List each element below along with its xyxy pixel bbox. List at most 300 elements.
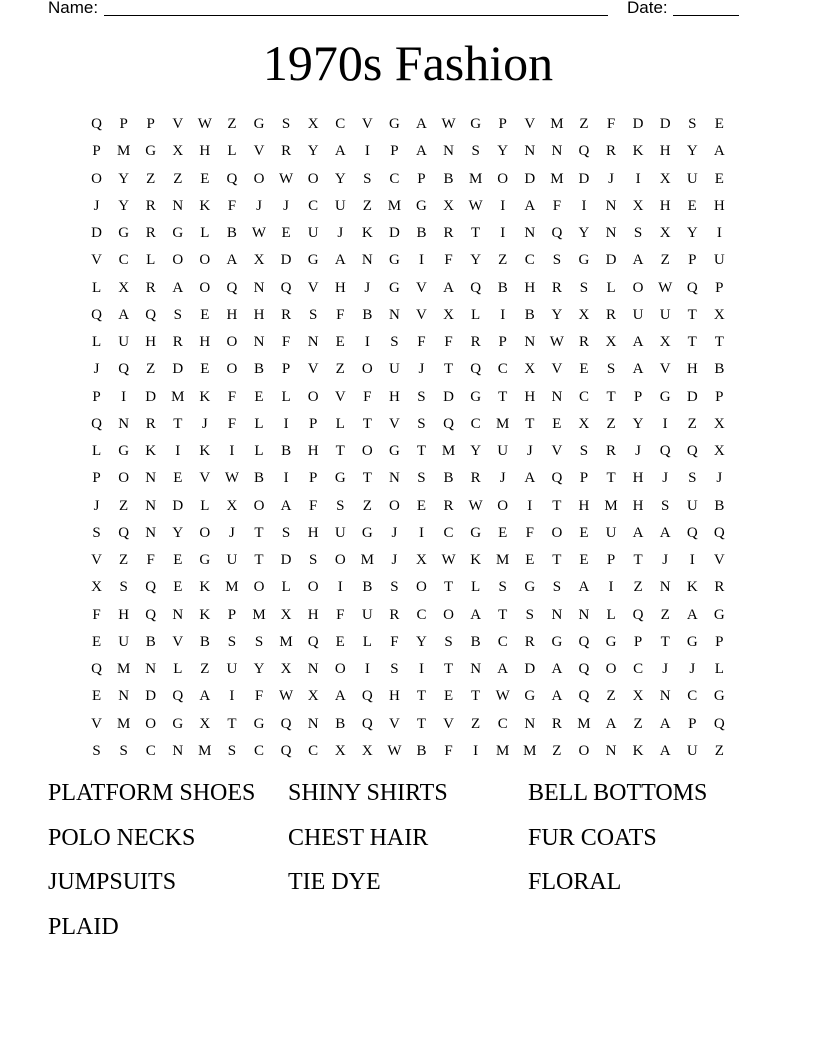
grid-letter: D: [632, 116, 644, 133]
grid-letter: Y: [172, 524, 184, 541]
grid-letter: T: [227, 715, 237, 732]
grid-letter: Q: [280, 279, 292, 296]
grid-letter: H: [226, 306, 238, 323]
grid-letter: M: [225, 579, 239, 596]
grid-letter: Q: [280, 715, 292, 732]
grid-letter: W: [224, 470, 240, 487]
grid-letter: P: [633, 633, 643, 650]
grid-letter: X: [226, 497, 238, 514]
grid-letter: N: [605, 197, 617, 214]
grid-letter: T: [362, 415, 372, 432]
grid-letter: N: [524, 715, 536, 732]
grid-letter: Q: [307, 633, 319, 650]
grid-letter: B: [281, 443, 292, 460]
grid-letter: A: [551, 688, 563, 705]
grid-letter: U: [632, 306, 644, 323]
grid-letter: G: [388, 116, 400, 133]
grid-letter: N: [443, 143, 454, 160]
grid-row: [83, 193, 733, 220]
grid-letter: I: [283, 415, 289, 432]
grid-letter: C: [578, 388, 589, 405]
grid-letter: Z: [606, 688, 616, 705]
grid-letter: V: [91, 552, 102, 569]
grid-letter: N: [605, 225, 617, 242]
grid-letter: A: [659, 524, 671, 541]
grid-letter: E: [714, 170, 724, 187]
grid-letter: X: [199, 715, 211, 732]
grid-letter: D: [145, 388, 157, 405]
grid-letter: F: [227, 197, 237, 214]
grid-letter: T: [471, 688, 481, 705]
grid-letter: S: [552, 252, 562, 269]
grid-letter: N: [524, 143, 536, 160]
grid-letter: M: [550, 170, 564, 187]
grid-letter: B: [199, 633, 210, 650]
grid-letter: H: [145, 334, 157, 351]
grid-letter: V: [659, 361, 671, 378]
grid-letter: D: [686, 388, 698, 405]
grid-letter: V: [443, 715, 454, 732]
grid-letter: R: [606, 306, 617, 323]
grid-row: [83, 520, 733, 547]
grid-letter: I: [418, 524, 424, 541]
grid-letter: P: [227, 606, 237, 623]
grid-letter: S: [417, 470, 426, 487]
grid-letter: S: [227, 633, 237, 650]
grid-letter: Q: [145, 306, 157, 323]
grid-row: [83, 683, 733, 710]
grid-letter: L: [362, 633, 372, 650]
grid-letter: G: [145, 143, 157, 160]
grid-letter: Y: [307, 143, 319, 160]
grid-letter: H: [686, 361, 698, 378]
grid-letter: I: [364, 334, 370, 351]
grid-letter: H: [334, 279, 346, 296]
grid-letter: D: [659, 116, 671, 133]
grid-letter: T: [254, 552, 264, 569]
grid-letter: R: [551, 715, 562, 732]
grid-letter: N: [551, 388, 563, 405]
date-label: Date:: [627, 0, 668, 17]
grid-letter: H: [307, 524, 319, 541]
grid-letter: F: [281, 334, 291, 351]
grid-letter: S: [417, 415, 426, 432]
grid-letter: E: [525, 552, 535, 569]
grid-letter: Q: [713, 715, 725, 732]
grid-row: [83, 329, 733, 356]
grid-letter: I: [337, 579, 343, 596]
grid-letter: M: [116, 715, 131, 732]
grid-letter: O: [361, 361, 373, 378]
grid-letter: L: [471, 306, 481, 323]
grid-letter: S: [417, 388, 426, 405]
grid-letter: M: [116, 143, 131, 160]
grid-letter: S: [336, 497, 345, 514]
word-list-item: POLO NECKS: [48, 824, 196, 851]
grid-letter: G: [388, 443, 400, 460]
grid-letter: S: [281, 524, 291, 541]
grid-letter: Q: [145, 579, 157, 596]
grid-letter: U: [686, 742, 698, 759]
grid-letter: H: [253, 306, 265, 323]
grid-letter: T: [633, 552, 643, 569]
grid-letter: P: [146, 116, 155, 133]
grid-letter: W: [441, 116, 456, 133]
grid-letter: J: [229, 524, 235, 541]
grid-letter: A: [416, 116, 427, 133]
grid-letter: O: [307, 388, 319, 405]
header-row: [48, 0, 748, 20]
grid-letter: O: [497, 170, 509, 187]
grid-letter: A: [416, 143, 427, 160]
grid-letter: V: [307, 361, 319, 378]
grid-letter: G: [551, 633, 563, 650]
grid-letter: T: [606, 470, 616, 487]
grid-row: [83, 275, 733, 302]
grid-letter: Z: [119, 497, 129, 514]
grid-letter: G: [334, 470, 346, 487]
grid-letter: X: [172, 143, 184, 160]
grid-letter: C: [524, 252, 535, 269]
grid-letter: K: [199, 579, 211, 596]
grid-letter: O: [145, 715, 157, 732]
grid-letter: A: [470, 606, 482, 623]
grid-letter: Q: [686, 279, 698, 296]
grid-letter: S: [308, 306, 318, 323]
grid-letter: Z: [687, 415, 697, 432]
grid-letter: A: [497, 661, 509, 678]
grid-letter: P: [308, 415, 318, 432]
grid-letter: C: [633, 661, 644, 678]
grid-letter: Y: [416, 633, 427, 650]
grid-letter: O: [199, 252, 211, 269]
grid-letter: O: [334, 552, 346, 569]
grid-letter: Z: [173, 170, 183, 187]
grid-row: [83, 438, 733, 465]
grid-letter: P: [281, 361, 291, 378]
grid-letter: X: [632, 197, 644, 214]
grid-letter: O: [199, 524, 211, 541]
grid-letter: H: [632, 497, 644, 514]
grid-letter: U: [118, 334, 130, 351]
grid-letter: F: [308, 497, 318, 514]
grid-letter: R: [470, 334, 481, 351]
grid-letter: V: [388, 715, 400, 732]
grid-letter: G: [713, 606, 725, 623]
grid-letter: R: [714, 579, 725, 596]
grid-letter: M: [496, 552, 510, 569]
page-title: 1970s Fashion: [262, 35, 554, 91]
grid-letter: L: [281, 388, 291, 405]
grid-letter: Q: [91, 306, 102, 323]
grid-letter: U: [118, 633, 130, 650]
grid-letter: Q: [91, 415, 102, 432]
grid-letter: X: [280, 661, 292, 678]
grid-letter: P: [715, 633, 724, 650]
grid-letter: D: [605, 252, 617, 269]
grid-letter: T: [416, 715, 427, 732]
grid-letter: G: [713, 688, 725, 705]
grid-letter: Z: [119, 552, 129, 569]
grid-letter: E: [416, 497, 427, 514]
grid-letter: N: [605, 742, 617, 759]
grid-letter: P: [579, 470, 589, 487]
grid-letter: J: [93, 497, 100, 514]
grid-letter: E: [552, 415, 562, 432]
grid-letter: Y: [470, 443, 482, 460]
grid-letter: B: [362, 306, 373, 323]
grid-letter: Z: [660, 606, 670, 623]
grid-letter: L: [471, 579, 481, 596]
grid-letter: T: [443, 361, 454, 378]
grid-letter: E: [687, 197, 697, 214]
grid-letter: K: [199, 606, 211, 623]
grid-letter: T: [660, 633, 670, 650]
grid-letter: O: [91, 170, 102, 187]
grid-letter: R: [389, 606, 400, 623]
grid-letter: J: [418, 361, 425, 378]
grid-letter: C: [443, 524, 454, 541]
grid-letter: I: [662, 415, 668, 432]
grid-letter: S: [390, 661, 399, 678]
grid-letter: O: [253, 579, 265, 596]
grid-letter: J: [662, 470, 669, 487]
grid-letter: Q: [145, 606, 157, 623]
grid-letter: D: [524, 170, 536, 187]
grid-letter: J: [499, 470, 506, 487]
grid-letter: D: [172, 361, 184, 378]
grid-letter: B: [443, 170, 454, 187]
grid-letter: B: [335, 715, 346, 732]
grid-letter: W: [279, 688, 294, 705]
grid-letter: J: [662, 552, 669, 569]
grid-letter: N: [145, 470, 157, 487]
grid-letter: R: [281, 306, 292, 323]
grid-letter: Y: [551, 306, 563, 323]
grid-letter: X: [524, 361, 536, 378]
grid-letter: J: [93, 361, 100, 378]
grid-letter: T: [335, 443, 345, 460]
grid-letter: P: [92, 143, 101, 160]
grid-letter: H: [524, 279, 536, 296]
grid-letter: X: [307, 688, 319, 705]
grid-letter: E: [91, 633, 102, 650]
grid-letter: A: [334, 252, 346, 269]
grid-letter: J: [256, 197, 262, 214]
grid-letter: R: [606, 443, 617, 460]
grid-letter: J: [608, 170, 614, 187]
grid-letter: I: [364, 661, 370, 678]
grid-letter: N: [172, 742, 184, 759]
grid-letter: E: [173, 579, 183, 596]
word-list-item: BELL BOTTOMS: [528, 780, 708, 806]
grid-letter: N: [307, 334, 319, 351]
grid-letter: T: [552, 497, 562, 514]
grid-letter: E: [579, 552, 589, 569]
grid-letter: R: [524, 633, 535, 650]
grid-letter: K: [361, 225, 373, 242]
grid-letter: Q: [578, 633, 590, 650]
grid-letter: C: [687, 688, 698, 705]
grid-letter: Q: [578, 661, 590, 678]
grid-letter: E: [335, 633, 345, 650]
grid-letter: G: [388, 252, 400, 269]
grid-letter: Z: [227, 116, 237, 133]
grid-letter: S: [390, 579, 399, 596]
grid-letter: E: [200, 306, 210, 323]
grid-letter: F: [417, 334, 426, 351]
grid-letter: Q: [686, 443, 698, 460]
grid-row: [83, 602, 733, 629]
grid-letter: Q: [226, 170, 238, 187]
grid-letter: M: [523, 742, 537, 759]
grid-row: [83, 138, 733, 165]
grid-letter: V: [416, 279, 427, 296]
grid-letter: N: [307, 715, 319, 732]
grid-letter: R: [145, 225, 156, 242]
grid-letter: F: [363, 388, 372, 405]
grid-letter: R: [443, 225, 454, 242]
grid-letter: V: [253, 143, 265, 160]
grid-letter: A: [686, 606, 698, 623]
grid-letter: W: [197, 116, 212, 133]
grid-letter: R: [606, 143, 617, 160]
grid-letter: U: [686, 497, 698, 514]
grid-letter: I: [527, 497, 533, 514]
grid-letter: R: [145, 279, 156, 296]
grid-letter: I: [418, 661, 424, 678]
grid-letter: O: [416, 579, 427, 596]
grid-letter: D: [172, 497, 184, 514]
grid-letter: J: [526, 443, 533, 460]
grid-letter: Q: [632, 606, 644, 623]
grid-letter: Q: [713, 524, 725, 541]
grid-letter: L: [714, 661, 724, 678]
grid-row: [83, 356, 733, 383]
grid-letter: W: [495, 688, 510, 705]
grid-letter: V: [524, 116, 536, 133]
grid-letter: T: [525, 415, 535, 432]
grid-row: [83, 247, 733, 274]
grid-letter: E: [281, 225, 291, 242]
grid-letter: A: [443, 279, 454, 296]
grid-letter: B: [470, 633, 481, 650]
grid-letter: H: [659, 143, 671, 160]
grid-letter: J: [662, 661, 669, 678]
grid-letter: F: [606, 116, 616, 133]
grid-letter: U: [686, 170, 698, 187]
grid-letter: B: [145, 633, 156, 650]
grid-letter: U: [226, 552, 238, 569]
grid-letter: I: [581, 197, 587, 214]
grid-letter: O: [388, 497, 400, 514]
grid-letter: A: [199, 688, 211, 705]
grid-letter: X: [307, 116, 319, 133]
grid-letter: M: [171, 388, 185, 405]
grid-letter: Q: [578, 143, 590, 160]
grid-letter: G: [388, 279, 400, 296]
grid-row: [83, 656, 733, 683]
grid-letter: Z: [633, 579, 643, 596]
grid-letter: C: [308, 742, 319, 759]
grid-letter: M: [441, 443, 456, 460]
grid-letter: X: [443, 197, 454, 214]
grid-letter: J: [201, 415, 208, 432]
grid-letter: G: [118, 443, 130, 460]
grid-letter: O: [307, 170, 319, 187]
grid-letter: F: [336, 306, 345, 323]
grid-letter: G: [307, 252, 319, 269]
grid-letter: K: [686, 579, 698, 596]
grid-letter: H: [199, 143, 211, 160]
grid-letter: B: [254, 470, 265, 487]
grid-row: [83, 629, 733, 656]
grid-letter: N: [470, 661, 482, 678]
grid-letter: A: [334, 143, 346, 160]
grid-letter: U: [605, 524, 617, 541]
word-list-item: TIE DYE: [288, 869, 381, 895]
grid-letter: L: [606, 606, 616, 623]
grid-letter: A: [659, 742, 671, 759]
grid-letter: A: [334, 688, 346, 705]
grid-letter: H: [632, 470, 644, 487]
grid-letter: T: [498, 388, 508, 405]
grid-letter: B: [714, 361, 725, 378]
grid-letter: E: [200, 170, 210, 187]
grid-letter: O: [605, 661, 617, 678]
grid-letter: S: [444, 633, 453, 650]
grid-letter: U: [388, 361, 400, 378]
grid-letter: Y: [334, 170, 346, 187]
grid-letter: R: [145, 197, 156, 214]
grid-letter: M: [116, 661, 131, 678]
grid-letter: T: [498, 606, 508, 623]
grid-letter: L: [254, 415, 264, 432]
grid-letter: P: [498, 116, 507, 133]
word-list-item: PLATFORM SHOES: [48, 780, 256, 806]
grid-letter: M: [468, 170, 483, 187]
grid-letter: E: [498, 524, 508, 541]
grid-letter: Z: [660, 252, 670, 269]
grid-letter: K: [199, 388, 211, 405]
grid-letter: X: [659, 170, 671, 187]
grid-letter: S: [363, 170, 372, 187]
grid-letter: T: [173, 415, 183, 432]
grid-letter: Q: [470, 279, 482, 296]
grid-letter: X: [713, 443, 725, 460]
grid-letter: O: [334, 661, 346, 678]
grid-letter: Q: [361, 688, 373, 705]
grid-letter: E: [579, 524, 589, 541]
grid-row: [83, 711, 733, 738]
grid-letter: J: [93, 197, 100, 214]
grid-letter: V: [361, 116, 373, 133]
grid-letter: K: [145, 443, 157, 460]
grid-letter: E: [579, 361, 589, 378]
grid-letter: F: [525, 524, 534, 541]
grid-letter: U: [361, 606, 373, 623]
grid-row: [83, 384, 733, 411]
grid-letter: Z: [606, 415, 616, 432]
grid-letter: X: [416, 552, 427, 569]
grid-letter: N: [118, 415, 130, 432]
grid-letter: P: [715, 279, 724, 296]
grid-letter: X: [118, 279, 130, 296]
grid-letter: G: [524, 579, 536, 596]
grid-letter: P: [92, 388, 101, 405]
grid-letter: N: [524, 334, 536, 351]
grid-letter: A: [578, 579, 590, 596]
